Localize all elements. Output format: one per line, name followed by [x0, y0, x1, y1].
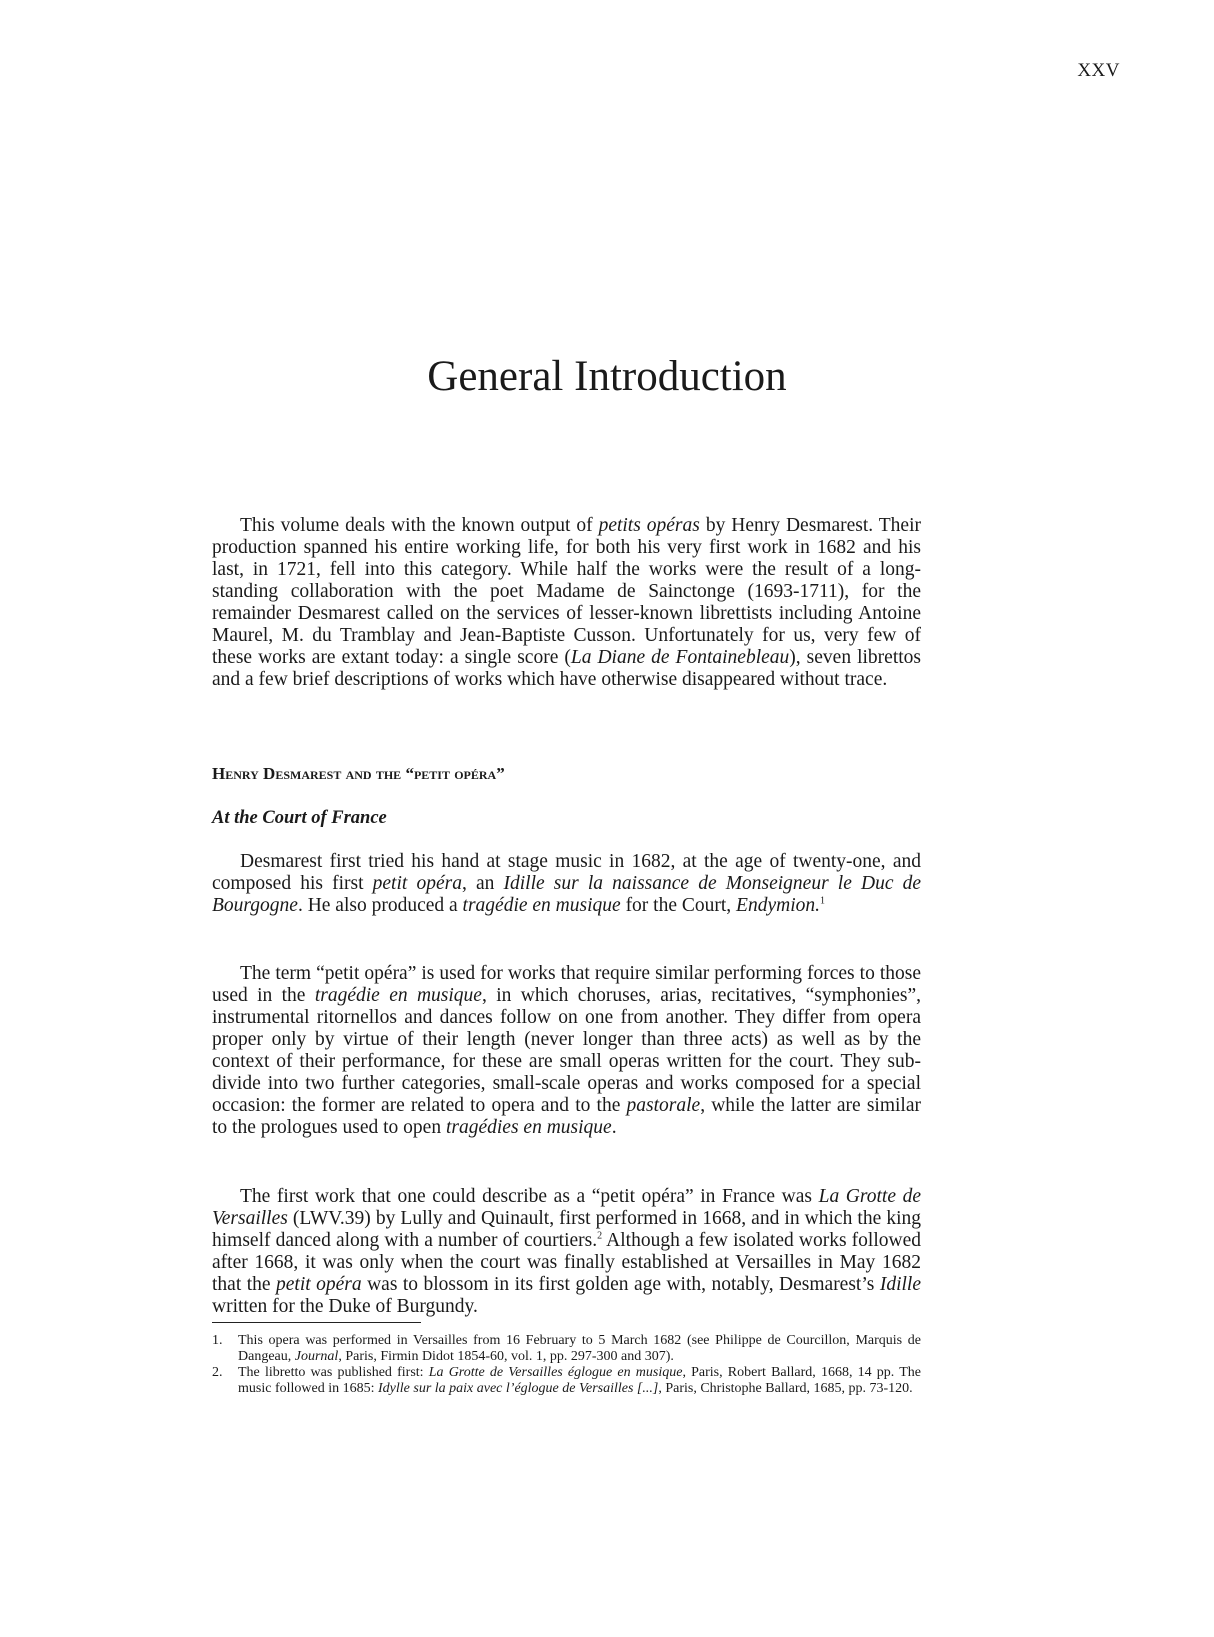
paragraph-desmarest-first: Desmarest first tried his hand at stage music in 1682, at the age of twenty-one, and composed his first petit opéra, an Idille sur la naissance de Monseigneur le Duc de Bourgogne. He also produced a tragédie en musique for the Court, Endymion.$^1$ — [212, 851, 922, 916]
footnote-1: 1. This opera was performed in Versailles from 16 February to 5 March 1682 (see Philippe de Courcillon, Marquis de Dangeau, Journal, Paris, Firmin Didot 1854-60, vol. 1, pp. 297-300 and 307). — [212, 1333, 921, 1364]
section-heading: Henry Desmarest and the “petit opéra” — [212, 764, 505, 783]
paragraph-first-petit-opera: The first work that one could describe as a “petit opéra” in France was La Grotte de Versailles (LWV.39) by Lully and Quinault, first performed in 1668, and in which the king himself danced along with a number of courtiers.$^2$ Although a few isolated works followed after 1668, it was only when the court was finally established at Versailles in May 1682 that the petit opéra was to blossom in its first golden age with, notably, Desmarest’s Idille written for the Duke of Burgundy. — [212, 1186, 921, 1317]
footnote-ref-1: 1 — [820, 895, 825, 907]
chapter-title: General Introduction — [427, 353, 787, 400]
intro-paragraph: This volume deals with the known output of petits opéras by Henry Desmarest. Their production spanned his entire working life, for both his very first work in 1682 and his last, in 1721, fell into this category. While half the works were the result of a long-standing collaboration with the poet Madame de Sainctonge (1693-1711), for the remainder Desmarest called on the services of lesser-known librettists including Antoine Maurel, M. du Tramblay and Jean-Baptiste Cusson. Unfortunately for us, very few of these works are extant today: a single score (La Diane de Fontainebleau), seven librettos and a few brief descriptions of works which have otherwise disappeared without trace. — [212, 515, 921, 690]
footnote-2: 2. The libretto was published first: La Grotte de Versailles églogue en musique, Paris, Robert Ballard, 1668, 14 pp. The music followed in 1685: Idylle sur la paix avec l’églogue de Versailles [...], Paris, Christophe Ballard, 1685, pp. 73-120. — [212, 1365, 921, 1396]
paragraph-petit-opera-term: The term “petit opéra” is used for works that require similar performing forces to those used in the tragédie en musique, in which choruses, arias, recitatives, “symphonies”, instrumental ritornellos and dances follow on one from another. They differ from opera proper only by virtue of their length (never longer than three acts) as well as by the context of their performance, for these are small operas written for the court. They sub-divide into two further categories, small-scale operas and works composed for a special occasion: the former are related to opera and to the pastorale, while the latter are similar to the prologues used to open tragédies en musique. — [212, 963, 922, 1138]
footnotes — [212, 1333, 921, 1397]
footnote-ref-2: 2 — [597, 1230, 603, 1242]
footnote-rule — [212, 1322, 421, 1323]
page-number: XXV — [1077, 60, 1120, 81]
section-subheading: At the Court of France — [212, 808, 387, 828]
